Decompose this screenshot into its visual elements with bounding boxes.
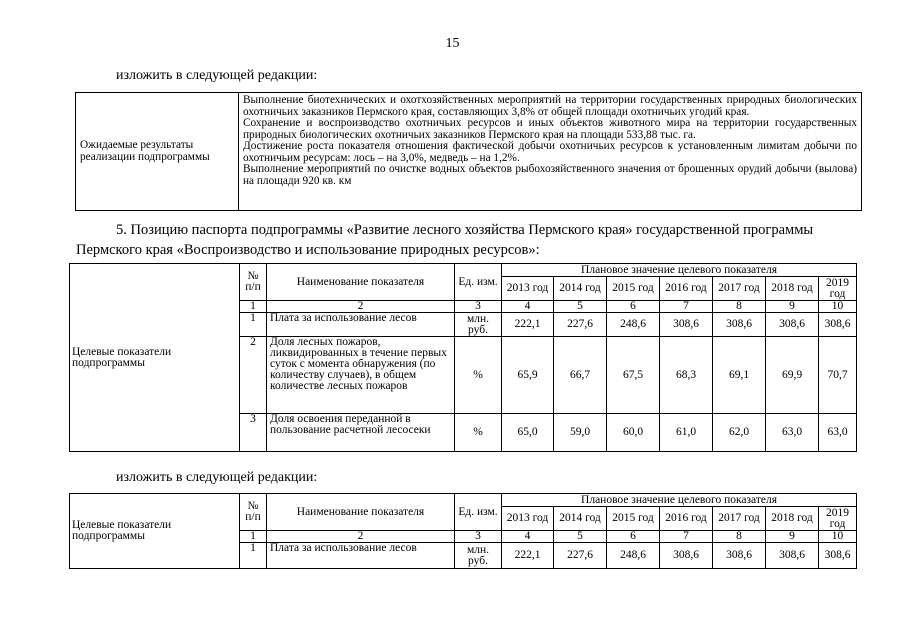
indicator-value: 67,5 — [607, 337, 660, 414]
indicator-value: 61,0 — [660, 414, 713, 452]
col-number: 1 — [240, 531, 267, 543]
row-number: 1 — [240, 543, 267, 569]
col-number: 8 — [713, 301, 766, 313]
row-number: 2 — [240, 337, 267, 414]
expected-results-text — [239, 93, 862, 211]
year-header: 2014 год — [554, 507, 607, 531]
year-header: 2013 год — [502, 277, 554, 301]
col-number: 6 — [607, 301, 660, 313]
year-header: 2019 год — [819, 277, 857, 301]
intro-text-1: изложить в следующей редакции: — [116, 68, 318, 83]
indicator-unit: % — [455, 414, 502, 452]
target-indicators-table-old — [69, 263, 857, 452]
row-number: 3 — [240, 414, 267, 452]
col-number: 2 — [267, 301, 455, 313]
indicator-value: 227,6 — [554, 313, 607, 337]
col-unit-header: Ед. изм. — [455, 494, 502, 531]
col-number: 3 — [455, 301, 502, 313]
indicator-unit: млн. руб. — [455, 313, 502, 337]
col-number: 6 — [607, 531, 660, 543]
indicator-value: 222,1 — [502, 313, 554, 337]
year-header: 2015 год — [607, 277, 660, 301]
col-name-header: Наименование показателя — [267, 264, 455, 301]
indicator-value: 248,6 — [607, 313, 660, 337]
indicator-value: 70,7 — [819, 337, 857, 414]
indicator-value: 59,0 — [554, 414, 607, 452]
col-name-header: Наименование показателя — [267, 494, 455, 531]
col-number: 2 — [267, 531, 455, 543]
indicator-name: Доля освоения переданной в пользование расчетной лесосеки — [267, 414, 455, 452]
page-number: 15 — [445, 36, 460, 51]
result-paragraph: Сохранение и воспроизводство охотничьих ресурсов и иных объектов животного мира на территории государственных природных биологических охотничьих заказников Пермского края на площади 533,88 тыс. га. — [243, 117, 857, 141]
year-header: 2018 год — [766, 507, 819, 531]
indicators-label: Целевые показатели подпрограммы — [70, 264, 240, 452]
plan-value-header: Плановое значение целевого показателя — [502, 494, 857, 507]
col-unit-header: Ед. изм. — [455, 264, 502, 301]
col-number: 9 — [766, 301, 819, 313]
col-number: 5 — [554, 301, 607, 313]
indicator-value: 63,0 — [766, 414, 819, 452]
indicator-unit: млн. руб. — [455, 543, 502, 569]
expected-results-label: Ожидаемые результаты реализации подпрограммы — [76, 93, 239, 211]
indicator-value: 65,0 — [502, 414, 554, 452]
col-number: 1 — [240, 301, 267, 313]
indicator-value: 308,6 — [819, 313, 857, 337]
paragraph-5-line-1: 5. Позицию паспорта подпрограммы «Развитие лесного хозяйства Пермского края» государственной программы — [116, 222, 814, 238]
target-indicators-table-new — [69, 493, 857, 569]
indicator-value: 68,3 — [660, 337, 713, 414]
col-number: 4 — [502, 301, 554, 313]
col-number: 5 — [554, 531, 607, 543]
col-number: 10 — [819, 301, 857, 313]
year-header: 2017 год — [713, 277, 766, 301]
indicator-value: 308,6 — [660, 313, 713, 337]
result-paragraph: Выполнение мероприятий по очистке водных объектов рыбохозяйственного значения от брошенных орудий добычи (вылова) на площади 920 кв. км — [243, 163, 857, 187]
indicator-name: Доля лесных пожаров, ликвидированных в течение первых суток с момента обнаружения (по количеству случаев), в общем количестве лесных пожаров — [267, 337, 455, 414]
year-header: 2019 год — [819, 507, 857, 531]
indicator-value: 248,6 — [607, 543, 660, 569]
indicator-value: 222,1 — [502, 543, 554, 569]
indicator-value: 308,6 — [819, 543, 857, 569]
year-header: 2016 год — [660, 277, 713, 301]
year-header: 2017 год — [713, 507, 766, 531]
indicator-value: 308,6 — [713, 543, 766, 569]
indicators-label: Целевые показатели подпрограммы — [70, 494, 240, 569]
year-header: 2013 год — [502, 507, 554, 531]
indicator-value: 227,6 — [554, 543, 607, 569]
intro-text-2: изложить в следующей редакции: — [116, 470, 318, 485]
indicator-value: 308,6 — [660, 543, 713, 569]
year-header: 2015 год — [607, 507, 660, 531]
row-number: 1 — [240, 313, 267, 337]
indicator-value: 62,0 — [713, 414, 766, 452]
indicator-value: 308,6 — [766, 313, 819, 337]
indicator-value: 63,0 — [819, 414, 857, 452]
year-header: 2014 год — [554, 277, 607, 301]
indicator-value: 65,9 — [502, 337, 554, 414]
indicator-value: 308,6 — [766, 543, 819, 569]
col-number: 9 — [766, 531, 819, 543]
paragraph-5-line-2: Пермского края «Воспроизводство и использование природных ресурсов»: — [76, 242, 540, 258]
col-number: 4 — [502, 531, 554, 543]
col-number: 8 — [713, 531, 766, 543]
indicator-value: 69,1 — [713, 337, 766, 414]
plan-value-header: Плановое значение целевого показателя — [502, 264, 857, 277]
indicator-value: 66,7 — [554, 337, 607, 414]
col-number: 7 — [660, 531, 713, 543]
indicator-name: Плата за использование лесов — [267, 543, 455, 569]
result-paragraph: Достижение роста показателя отношения фактической добычи охотничьих ресурсов к установленным лимитам добычи по охотничьим ресурсам: лось – на 3,0%, медведь – на 1,2%. — [243, 140, 857, 164]
indicator-value: 69,9 — [766, 337, 819, 414]
year-header: 2018 год — [766, 277, 819, 301]
col-number: 10 — [819, 531, 857, 543]
col-number: 3 — [455, 531, 502, 543]
col-number: 7 — [660, 301, 713, 313]
indicator-value: 308,6 — [713, 313, 766, 337]
indicator-unit: % — [455, 337, 502, 414]
year-header: 2016 год — [660, 507, 713, 531]
indicator-name: Плата за использование лесов — [267, 313, 455, 337]
result-paragraph: Выполнение биотехнических и охотхозяйственных мероприятий на территории государственных природных биологических охотничьих заказников Пермского края, составляющих 3,8% от общей площади охотничьих угодий края. — [243, 94, 857, 118]
expected-results-table — [75, 92, 862, 211]
col-no-header: № п/п — [240, 264, 267, 301]
indicator-value: 60,0 — [607, 414, 660, 452]
col-no-header: № п/п — [240, 494, 267, 531]
